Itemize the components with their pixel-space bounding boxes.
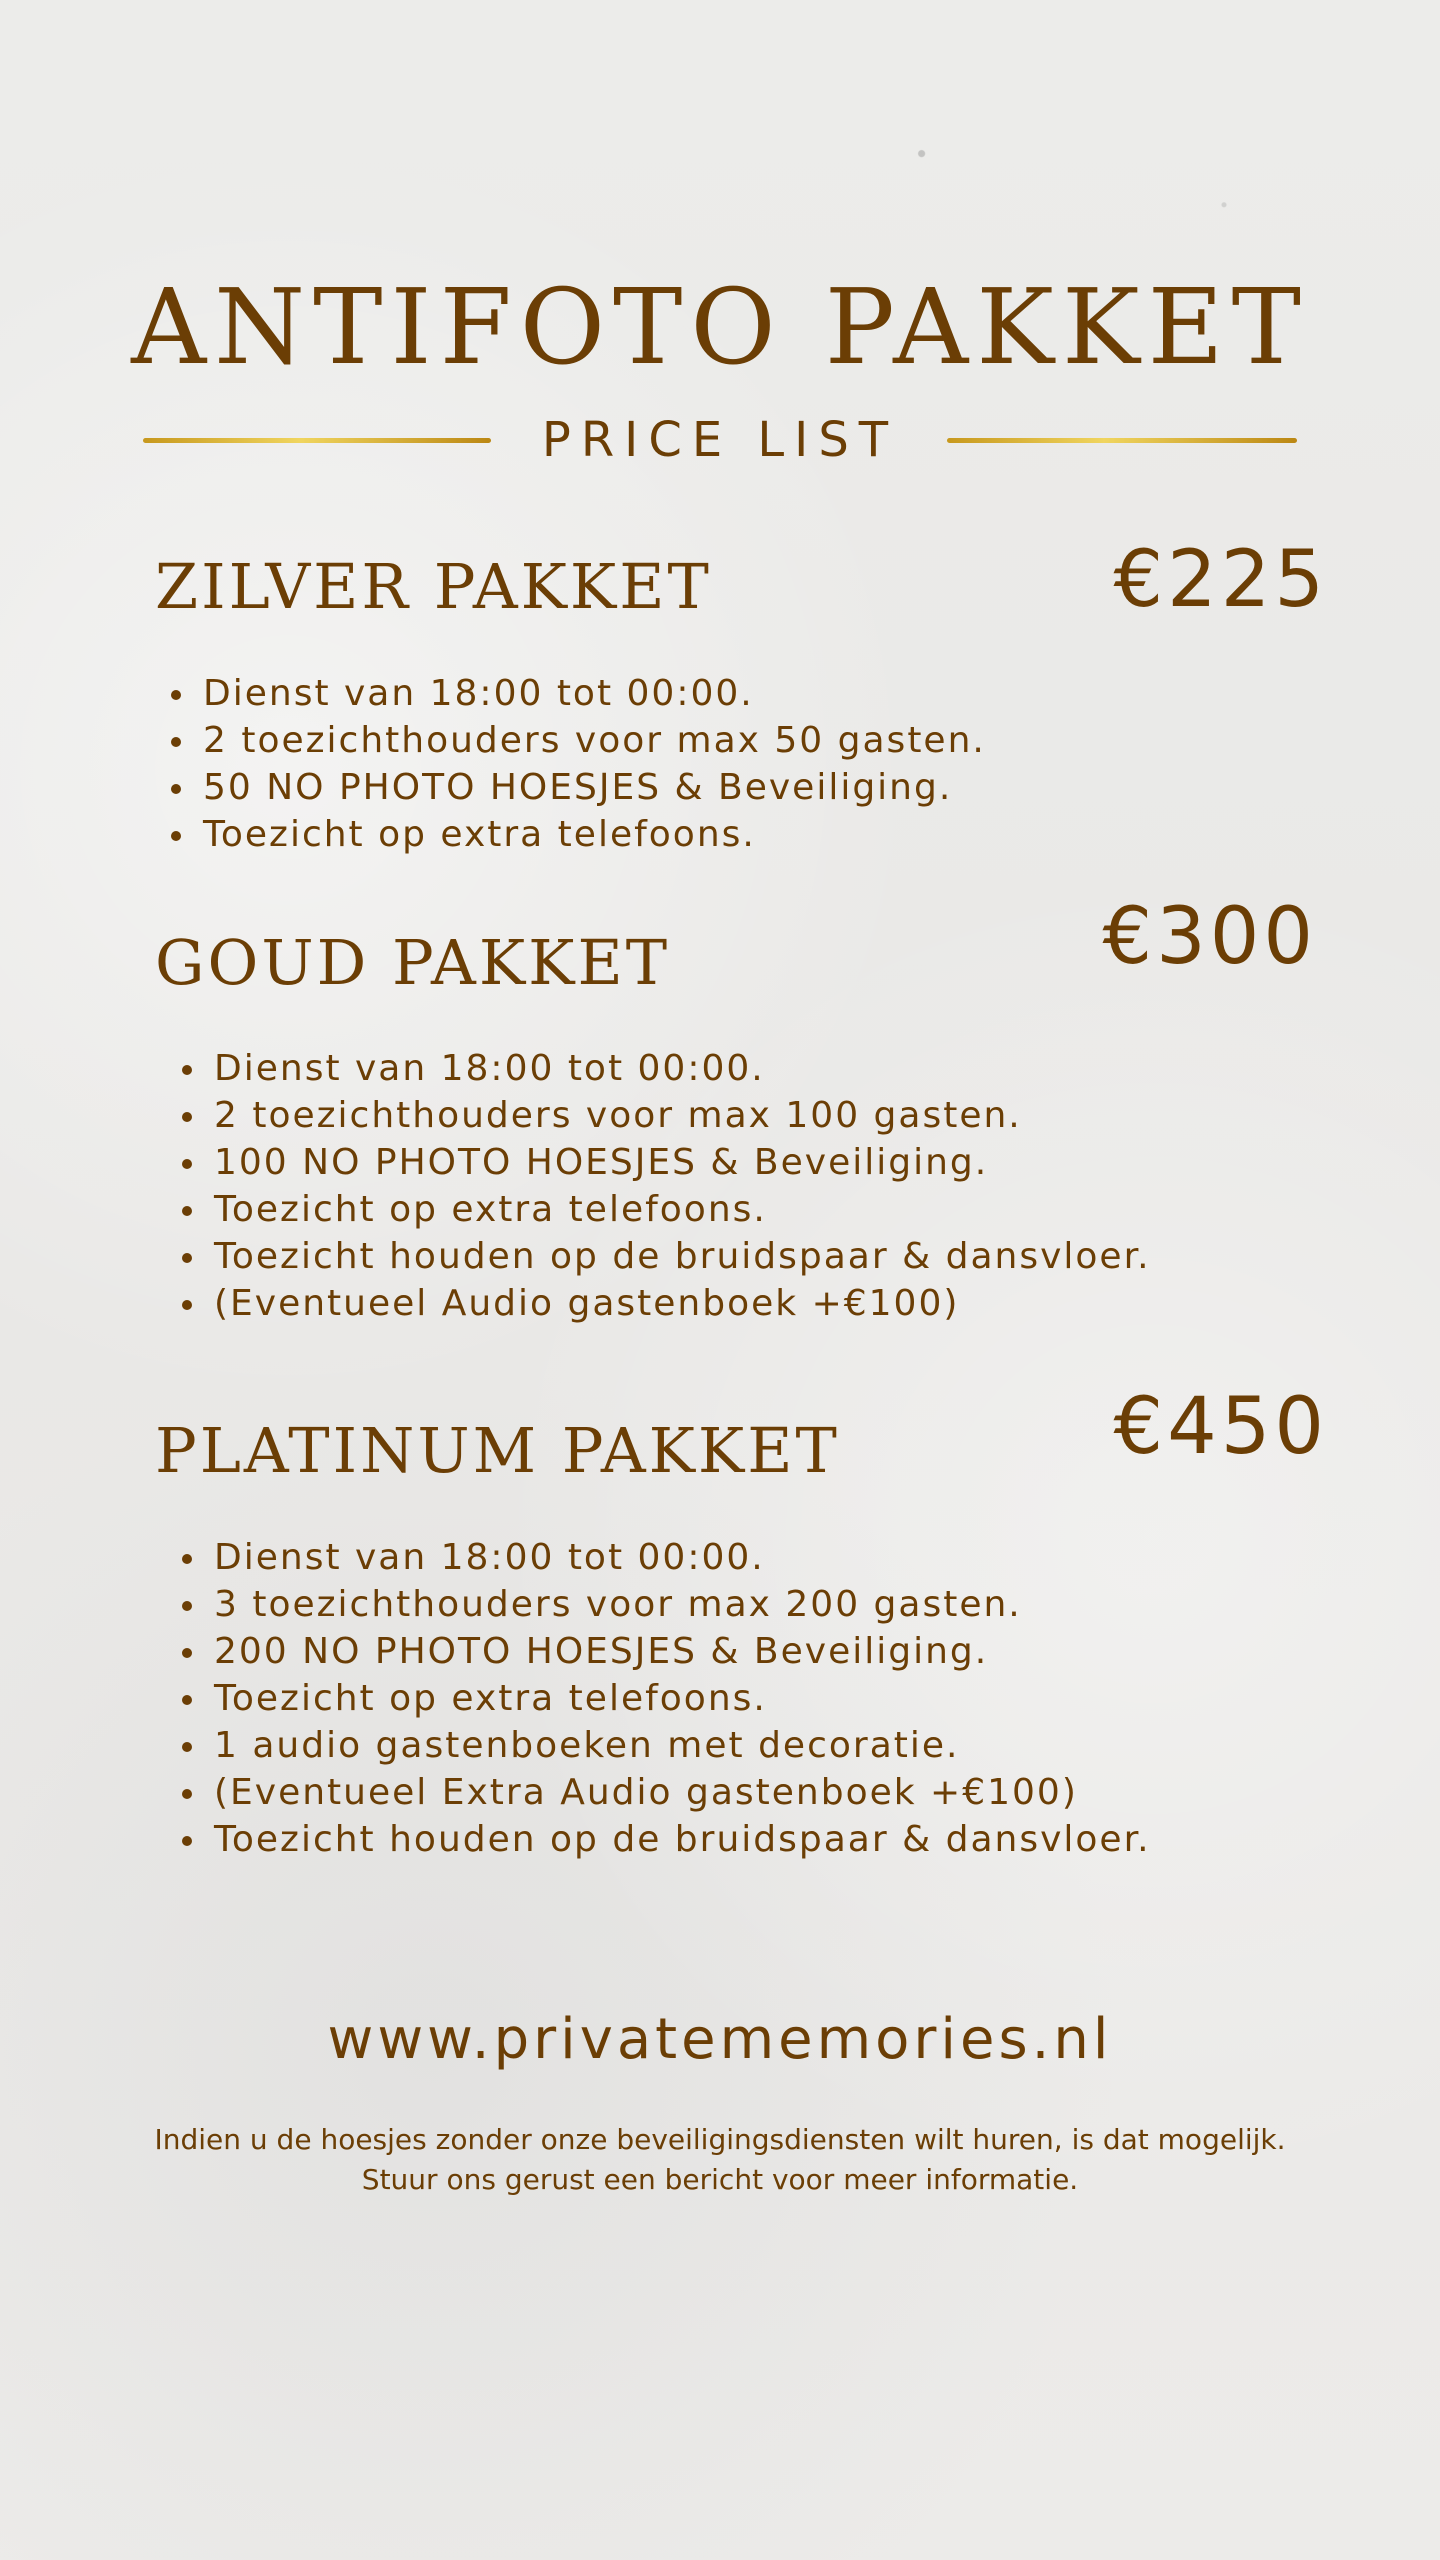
right-divider (947, 438, 1297, 443)
feature-item: Toezicht op extra telefoons. (159, 811, 986, 858)
feature-item: Toezicht op extra telefoons. (170, 1675, 1151, 1722)
package-name: GOUD PAKKET (155, 926, 671, 999)
feature-item: Dienst van 18:00 tot 00:00. (170, 1045, 1151, 1092)
package-goud (155, 892, 1325, 1328)
package-price: €450 (1113, 1382, 1328, 1472)
feature-item: Toezicht houden op de bruidspaar & dansvloer. (170, 1816, 1151, 1863)
rental-note-line-1: Indien u de hoesjes zonder onze beveiligingsdiensten wilt huren, is dat mogelijk. (154, 2123, 1286, 2156)
page-title: ANTIFOTO PAKKET (131, 265, 1309, 388)
feature-list (159, 670, 986, 858)
feature-item: 2 toezichthouders voor max 100 gasten. (170, 1092, 1151, 1139)
package-price: €300 (1102, 892, 1317, 982)
package-price: €225 (1113, 535, 1328, 625)
feature-item: Toezicht op extra telefoons. (170, 1186, 1151, 1233)
feature-item: 200 NO PHOTO HOESJES & Beveiliging. (170, 1628, 1151, 1675)
feature-item: Dienst van 18:00 tot 00:00. (170, 1534, 1151, 1581)
package-name: ZILVER PAKKET (155, 550, 712, 623)
price-list-subtitle: PRICE LIST (541, 412, 899, 468)
rental-note-line-2: Stuur ons gerust een bericht voor meer informatie. (361, 2163, 1079, 2196)
website-link[interactable]: www.privatememories.nl (327, 2007, 1113, 2072)
feature-item: 2 toezichthouders voor max 50 gasten. (159, 717, 986, 764)
feature-item: (Eventueel Audio gastenboek +€100) (170, 1280, 1151, 1327)
feature-item: (Eventueel Extra Audio gastenboek +€100) (170, 1769, 1151, 1816)
package-zilver (155, 535, 1328, 868)
feature-item: Dienst van 18:00 tot 00:00. (159, 670, 986, 717)
feature-item: Toezicht houden op de bruidspaar & dansvloer. (170, 1233, 1151, 1280)
feature-item: 1 audio gastenboeken met decoratie. (170, 1722, 1151, 1769)
feature-list (170, 1045, 1151, 1327)
feature-item: 3 toezichthouders voor max 200 gasten. (170, 1581, 1151, 1628)
package-platinum (155, 1382, 1328, 1868)
feature-item: 100 NO PHOTO HOESJES & Beveiliging. (170, 1139, 1151, 1186)
feature-item: 50 NO PHOTO HOESJES & Beveiliging. (159, 764, 986, 811)
package-name: PLATINUM PAKKET (155, 1414, 840, 1487)
feature-list (170, 1534, 1151, 1863)
price-list-header (143, 405, 1297, 475)
